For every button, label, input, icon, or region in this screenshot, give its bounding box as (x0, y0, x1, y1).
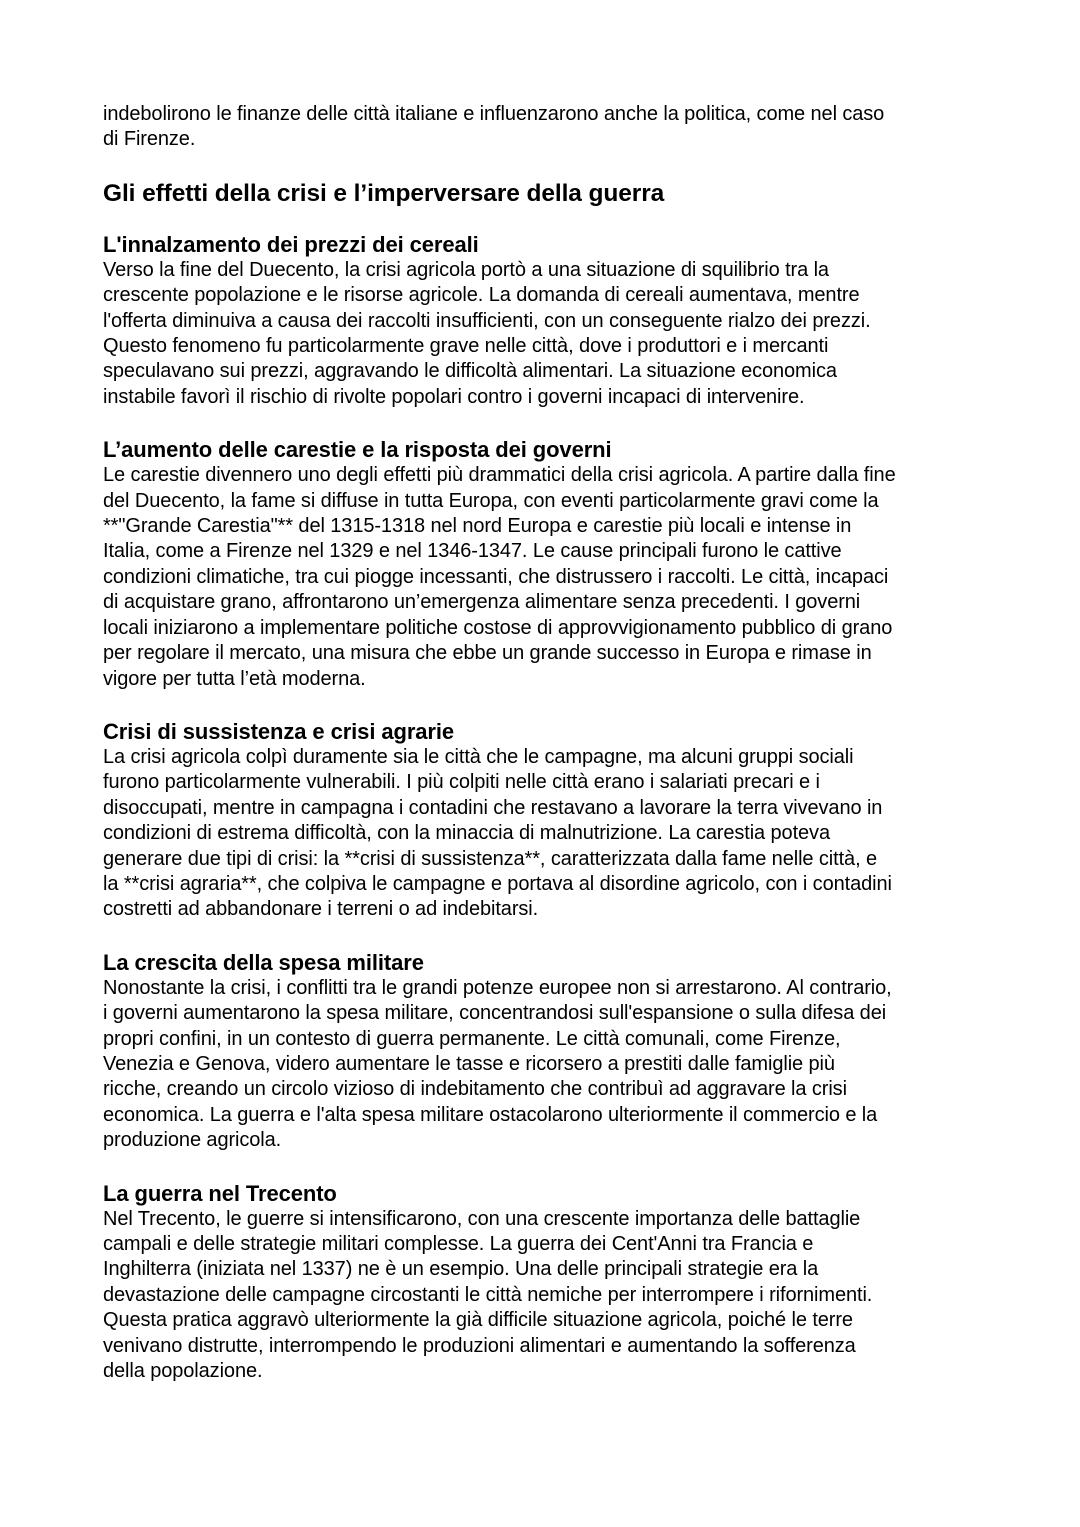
text-line: di acquistare grano, affrontarono un’emergenza alimentare senza precedenti. I governi (103, 591, 861, 614)
text-line: Venezia e Genova, videro aumentare le tasse e ricorsero a prestiti dalle famiglie più (103, 1052, 835, 1075)
text-line: locali iniziarono a implementare politiche costose di approvvigionamento pubblico di grano (103, 616, 893, 639)
section-paragraph (103, 463, 1003, 692)
section-paragraph (103, 258, 1003, 410)
text-line: l'offerta diminuiva a causa dei raccolti insufficienti, con un conseguente rialzo dei prezzi. (103, 309, 871, 332)
text-line: della popolazione. (103, 1360, 263, 1383)
section-paragraph (103, 745, 1003, 923)
section-paragraph (103, 1207, 1003, 1385)
text-line: La crisi agricola colpì duramente sia le città che le campagne, ma alcuni gruppi sociali (103, 745, 854, 768)
text-line: Nonostante la crisi, i conflitti tra le grandi potenze europee non si arrestarono. Al contrario, (103, 976, 892, 999)
text-line: Questa pratica aggravò ulteriormente la già difficile situazione agricola, poiché le terre (103, 1309, 853, 1332)
section-prezzi-cereali (103, 231, 1003, 410)
text-line: la **crisi agraria**, che colpiva le campagne e portava al disordine agricolo, con i contadini (103, 872, 892, 895)
text-line: condizioni climatiche, tra cui piogge incessanti, che distrussero i raccolti. Le città, incapaci (103, 565, 889, 588)
text-line: propri confini, in un contesto di guerra permanente. Le città comunali, come Firenze, (103, 1027, 841, 1050)
text-line: furono particolarmente vulnerabili. I più colpiti nelle città erano i salariati precari e i (103, 771, 820, 794)
text-line: di Firenze. (103, 128, 196, 151)
text-line: Italia, come a Firenze nel 1329 e nel 1346-1347. Le cause principali furono le cattive (103, 540, 842, 563)
text-line: i governi aumentarono la spesa militare, concentrandosi sull'espansione o sulla difesa dei (103, 1002, 887, 1025)
main-heading: Gli effetti della crisi e l’imperversare della guerra (103, 179, 665, 207)
section-heading: L’aumento delle carestie e la risposta dei governi (103, 437, 612, 463)
section-guerra-trecento (103, 1180, 1003, 1385)
text-line: condizioni di estrema difficoltà, con la minaccia di malnutrizione. La carestia poteva (103, 822, 830, 845)
section-heading: L'innalzamento dei prezzi dei cereali (103, 231, 479, 257)
text-line: Le carestie divennero uno degli effetti più drammatici della crisi agricola. A partire dalla fine (103, 464, 896, 487)
text-line: campali e delle strategie militari complesse. La guerra dei Cent'Anni tra Francia e (103, 1233, 814, 1255)
text-line: Verso la fine del Duecento, la crisi agricola portò a una situazione di squilibrio tra la (103, 258, 829, 281)
section-spesa-militare (103, 949, 1003, 1154)
text-line: disoccupati, mentre in campagna i contadini che restavano a lavorare la terra vivevano in (103, 796, 883, 819)
section-heading: Crisi di sussistenza e crisi agrarie (103, 718, 455, 744)
text-line: Inghilterra (iniziata nel 1337) ne è un esempio. Una delle principali strategie era la (103, 1258, 819, 1281)
text-line: Questo fenomeno fu particolarmente grave nelle città, dove i produttori e i mercanti (103, 335, 829, 358)
intro-paragraph (103, 102, 1003, 153)
text-line: venivano distrutte, interrompendo le produzioni alimentari e aumentando la sofferenza (103, 1334, 856, 1357)
text-line: costretti ad abbandonare i terreni o ad indebitarsi. (103, 898, 539, 921)
text-line: crescente popolazione e le risorse agricole. La domanda di cereali aumentava, mentre (103, 284, 860, 307)
text-line: speculavano sui prezzi, aggravando le difficoltà alimentari. La situazione economica (103, 360, 837, 383)
text-line: generare due tipi di crisi: la **crisi di sussistenza**, caratterizzata dalla fame nelle città, e (103, 847, 878, 870)
section-carestie (103, 436, 1003, 692)
text-line: instabile favorì il rischio di rivolte popolari contro i governi incapaci di intervenire. (103, 385, 805, 408)
section-crisi-sussistenza (103, 718, 1003, 923)
section-paragraph (103, 976, 1003, 1154)
text-line: economica. La guerra e l'alta spesa militare ostacolarono ulteriormente il commercio e la (103, 1103, 878, 1126)
section-heading: La crescita della spesa militare (103, 949, 424, 975)
section-heading: La guerra nel Trecento (103, 1180, 337, 1206)
text-line: vigore per tutta l’età moderna. (103, 667, 366, 690)
text-line: indebolirono le finanze delle città italiane e influenzarono anche la politica, come nel caso (103, 103, 885, 125)
document-page (103, 102, 1003, 1384)
text-line: Nel Trecento, le guerre si intensificarono, con una crescente importanza delle battaglie (103, 1207, 861, 1230)
text-line: del Duecento, la fame si diffuse in tutta Europa, con eventi particolarmente gravi come la (103, 489, 879, 512)
text-line: **"Grande Carestia"** del 1315-1318 nel nord Europa e carestie più locali e intense in (103, 515, 852, 538)
text-line: ricche, creando un circolo vizioso di indebitamento che contribuì ad aggravare la crisi (103, 1078, 847, 1101)
text-line: devastazione delle campagne circostanti le città nemiche per interrompere i rifornimenti. (103, 1283, 873, 1306)
text-line: per regolare il mercato, una misura che ebbe un grande successo in Europa e rimase in (103, 642, 872, 665)
text-line: produzione agricola. (103, 1129, 282, 1152)
